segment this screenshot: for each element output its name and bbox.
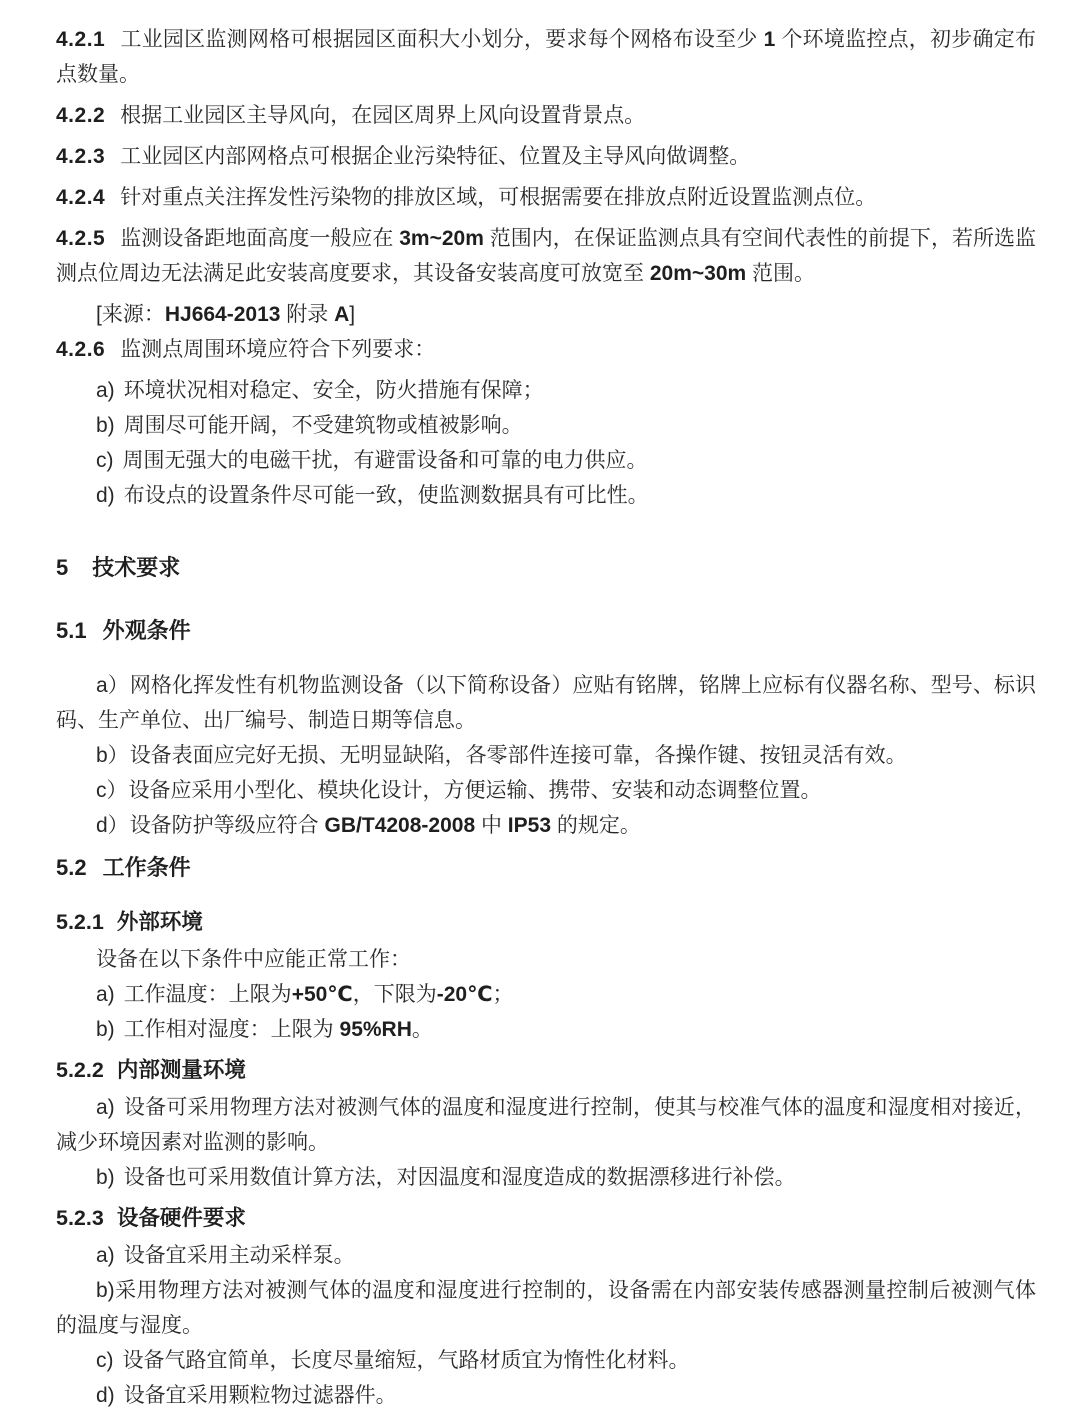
list-marker: a) — [96, 1096, 115, 1119]
heading-number: 5.2.1 — [56, 910, 104, 934]
source-text: [来源： — [96, 303, 165, 326]
source-note — [56, 297, 1036, 332]
list-item-text-bold: -20℃ — [436, 983, 493, 1006]
clause-4-2-1 — [56, 22, 1036, 92]
intro-5-2-1 — [56, 942, 1036, 977]
list-item-text-bold: +50℃ — [291, 983, 353, 1006]
list-item-5-1-c — [56, 773, 1036, 808]
clause-4-2-2 — [56, 98, 1036, 133]
list-marker: c) — [96, 1349, 114, 1372]
intro-text: 设备在以下条件中应能正常工作： — [96, 948, 411, 971]
list-item-4-2-6-d — [56, 478, 1036, 513]
list-item-text: 布设点的设置条件尽可能一致，使监测数据具有可比性。 — [123, 484, 649, 507]
list-item-text: 采用物理方法对被测气体的温度和湿度进行控制的，设备需在内部安装传感器测量控制后被测气体的温度与湿度。 — [56, 1279, 1036, 1337]
list-item-text: 设备也可采用数值计算方法，对因温度和湿度造成的数据漂移进行补偿。 — [123, 1166, 796, 1189]
clause-text-bold: 3m~20m — [399, 227, 484, 250]
list-marker: c) — [96, 449, 114, 472]
list-item-text: 设备宜采用颗粒物过滤器件。 — [123, 1384, 397, 1407]
heading-5 — [56, 550, 1036, 585]
clause-text: 根据工业园区主导风向，在园区周界上风向设置背景点。 — [120, 104, 646, 127]
list-marker: a) — [96, 379, 115, 402]
list-item-5-2-3-b — [56, 1273, 1036, 1343]
list-marker: a) — [96, 1244, 115, 1267]
heading-5-1 — [56, 613, 1036, 648]
source-text: 附录 — [280, 303, 335, 326]
heading-title: 外观条件 — [102, 618, 191, 643]
list-item-text: 工作相对湿度：上限为 — [123, 1018, 340, 1041]
clause-4-2-4 — [56, 180, 1036, 215]
clause-number: 4.2.2 — [56, 104, 106, 127]
clause-number: 4.2.3 — [56, 145, 106, 168]
heading-number: 5 — [56, 555, 69, 580]
heading-title: 技术要求 — [92, 555, 181, 580]
list-item-5-2-2-a — [56, 1090, 1036, 1160]
heading-title: 设备硬件要求 — [116, 1206, 246, 1230]
clause-text: 工业园区监测网格可根据园区面积大小划分，要求每个网格布设至少 — [120, 28, 764, 51]
list-item-text: 周围尽可能开阔，不受建筑物或植被影响。 — [123, 414, 523, 437]
list-marker: a) — [96, 983, 115, 1006]
heading-5-2-3 — [56, 1201, 1036, 1236]
clause-4-2-3 — [56, 139, 1036, 174]
list-item-5-2-3-a — [56, 1238, 1036, 1273]
list-marker: a） — [96, 674, 129, 697]
heading-number: 5.2.2 — [56, 1058, 104, 1082]
list-marker: b） — [96, 744, 129, 767]
source-standard-code: HJ664-2013 — [164, 303, 281, 326]
list-item-text: 环境状况相对稳定、安全，防火措施有保障； — [123, 379, 544, 402]
list-item-text-bold: GB/T4208-2008 — [324, 814, 476, 837]
list-item-text: 设备宜采用主动采样泵。 — [123, 1244, 355, 1267]
list-item-text: 网格化挥发性有机物监测设备（以下简称设备）应贴有铭牌，铭牌上应标有仪器名称、型号、标识码、生产单位、出厂编号、制造日期等信息。 — [56, 674, 1037, 732]
list-item-text: 周围无强大的电磁干扰，有避雷设备和可靠的电力供应。 — [122, 449, 648, 472]
list-marker: b) — [96, 1279, 115, 1302]
list-item-5-2-3-d — [56, 1378, 1036, 1413]
list-item-text: 。 — [411, 1018, 433, 1041]
list-item-5-1-b — [56, 738, 1036, 773]
list-item-text: 工作温度：上限为 — [123, 983, 292, 1006]
list-marker: d） — [96, 814, 129, 837]
clause-4-2-5 — [56, 221, 1036, 291]
clause-number: 4.2.1 — [56, 28, 106, 51]
list-marker: d) — [96, 484, 115, 507]
list-item-text: 的规定。 — [551, 814, 641, 837]
list-item-text: ； — [492, 983, 514, 1006]
list-item-text-bold: 95%RH — [339, 1018, 412, 1041]
list-item-5-2-1-b — [56, 1012, 1036, 1047]
clause-text: 范围内，在保证监测点具有空间代表性的前提下，若所选监测点位周边无法满足此安装高度要求，其设备安装高度可放宽至 — [56, 227, 1036, 285]
list-item-4-2-6-a — [56, 373, 1036, 408]
list-item-4-2-6-c — [56, 443, 1036, 478]
list-item-text: 设备气路宜简单，长度尽量缩短，气路材质宜为惰性化材料。 — [122, 1349, 690, 1372]
list-item-text: 中 — [475, 814, 508, 837]
list-item-text: 设备可采用物理方法对被测气体的温度和湿度进行控制，使其与校准气体的温度和湿度相对接近，减少环境因素对监测的影响。 — [56, 1096, 1036, 1154]
heading-title: 外部环境 — [116, 910, 203, 934]
clause-text: 监测点周围环境应符合下列要求： — [120, 338, 436, 361]
heading-title: 内部测量环境 — [116, 1058, 246, 1082]
list-marker: b) — [96, 414, 115, 437]
list-item-text: 设备表面应完好无损、无明显缺陷，各零部件连接可靠，各操作键、按钮灵活有效。 — [129, 744, 907, 767]
list-item-5-2-2-b — [56, 1160, 1036, 1195]
list-item-5-2-3-c — [56, 1343, 1036, 1378]
list-item-5-1-a — [56, 668, 1036, 738]
heading-title: 工作条件 — [102, 855, 191, 880]
list-item-5-1-d — [56, 808, 1036, 843]
clause-text: 工业园区内部网格点可根据企业污染特征、位置及主导风向做调整。 — [120, 145, 751, 168]
source-text: ] — [349, 303, 356, 326]
clause-number: 4.2.4 — [56, 186, 106, 209]
clause-text: 针对重点关注挥发性污染物的排放区域，可根据需要在排放点附近设置监测点位。 — [120, 186, 877, 209]
heading-number: 5.1 — [56, 618, 87, 643]
heading-5-2-2 — [56, 1053, 1036, 1088]
heading-number: 5.2 — [56, 855, 87, 880]
clause-number: 4.2.5 — [56, 227, 106, 250]
list-item-text-bold: IP53 — [507, 814, 551, 837]
clause-text-bold: 20m~30m — [649, 262, 747, 285]
list-marker: b) — [96, 1018, 115, 1041]
clause-text-bold: 1 — [763, 28, 776, 51]
list-item-text: ，下限为 — [352, 983, 437, 1006]
list-marker: b) — [96, 1166, 115, 1189]
list-item-5-2-1-a — [56, 977, 1036, 1012]
heading-5-2-1 — [56, 905, 1036, 940]
list-item-text: 设备应采用小型化、模块化设计，方便运输、携带、安装和动态调整位置。 — [128, 779, 822, 802]
heading-5-2 — [56, 850, 1036, 885]
clause-text: 个环境监控点，初步确定布点数量。 — [56, 28, 1036, 86]
source-appendix: A — [334, 303, 350, 326]
list-item-text: 设备防护等级应符合 — [129, 814, 325, 837]
clause-number: 4.2.6 — [56, 338, 106, 361]
heading-number: 5.2.3 — [56, 1206, 104, 1230]
clause-4-2-6 — [56, 332, 1036, 367]
list-marker: c） — [96, 779, 128, 802]
list-marker: d) — [96, 1384, 115, 1407]
clause-text: 范围。 — [746, 262, 816, 285]
clause-text: 监测设备距地面高度一般应在 — [120, 227, 400, 250]
list-item-4-2-6-b — [56, 408, 1036, 443]
